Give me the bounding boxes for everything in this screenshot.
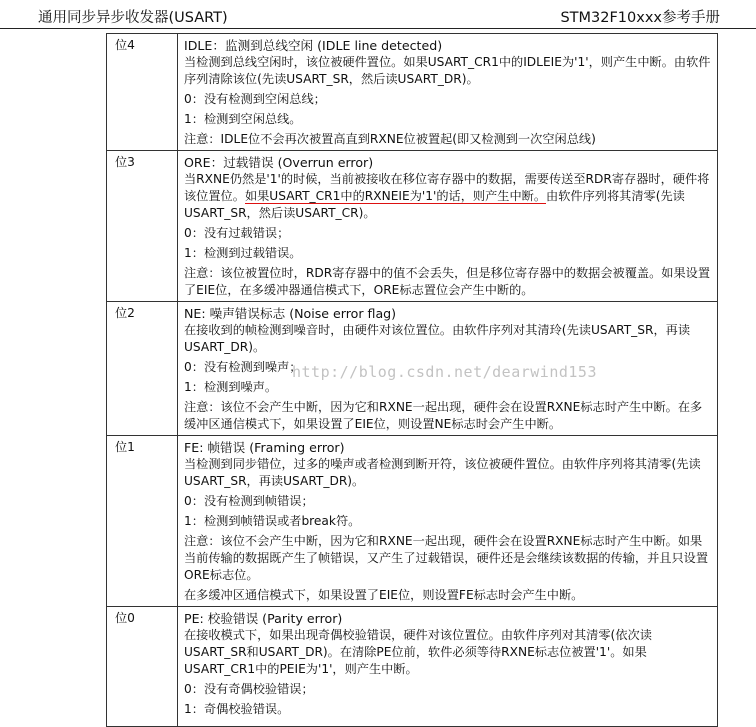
bit-desc [184, 171, 711, 222]
watermark: http://blog.csdn.net/dearwind153 [292, 363, 597, 381]
value-1: 1：检测到过载错误。 [184, 246, 302, 260]
value-0: 0：没有检测到空闲总线； [184, 92, 326, 106]
value-0: 0：没有过载错误； [184, 226, 290, 240]
bit-note: 注意：该位不会产生中断，因为它和RXNE一起出现，硬件会在设置RXNE标志时产生中断。如果当前传输的数据既产生了帧错误，又产生了过载错误，硬件还是会继续该数据的传输，并且只设置ORE标志位。 [184, 534, 709, 582]
value-0: 0：没有奇偶校验错误； [184, 682, 314, 696]
bit-note: 注意：该位被置位时，RDR寄存器中的值不会丢失，但是移位寄存器中的数据会被覆盖。如果设置了EIE位，在多缓冲器通信模式下，ORE标志置位会产生中断的。 [184, 266, 711, 297]
header-rule [0, 28, 756, 29]
value-0: 0：没有检测到噪声； [184, 360, 302, 374]
bit-label: 位3 [107, 151, 178, 302]
highlighted-annotation: 如果USART_CR1中的RXNEIE为'1'的话，则产生中断。 [244, 189, 547, 203]
bit-description [178, 436, 718, 607]
bit-label: 位4 [107, 34, 178, 151]
bit-desc: 在接收模式下，如果出现奇偶校验错误，硬件对该位置位。由软件序列对其清零(依次读USART_SR和USART_DR)。在清除PE位前，软件必须等待RXNE标志位被置'1'。如果USART_CR1中的PEIE为'1'，则产生中断。 [184, 628, 652, 676]
table-row [107, 151, 718, 302]
bit-desc: 当检测到总线空闲时，该位被硬件置位。如果USART_CR1中的IDLEIE为'1'，则产生中断。由软件序列清除该位(先读USART_SR，然后读USART_DR)。 [184, 55, 711, 86]
table-row [107, 436, 718, 607]
bit-label: 位0 [107, 607, 178, 727]
bit-title: FE: 帧错误 (Framing error) [184, 440, 345, 455]
bit-note: 注意：该位不会产生中断，因为它和RXNE一起出现，硬件会在设置RXNE标志时产生中断。在多缓冲区通信模式下，如果设置了EIE位，则设置NE标志时会产生中断。 [184, 400, 703, 431]
table-row [107, 607, 718, 727]
bit-description [178, 151, 718, 302]
bit-title: IDLE：监测到总线空闲 (IDLE line detected) [184, 38, 443, 53]
value-1: 1：检测到噪声。 [184, 380, 278, 394]
bit-note-2: 在多缓冲区通信模式下，如果设置了EIE位，则设置FE标志时会产生中断。 [184, 588, 584, 602]
chapter-title: 通用同步异步收发器(USART) [38, 10, 228, 26]
value-1: 1：检测到空闲总线。 [184, 112, 302, 126]
bit-description [178, 34, 718, 151]
value-1: 1：检测到帧错误或者break符。 [184, 514, 361, 528]
bit-title: ORE：过载错误 (Overrun error) [184, 155, 374, 170]
manual-title: STM32F10xxx参考手册 [560, 10, 720, 26]
bit-description [178, 607, 718, 727]
bit-label: 位2 [107, 302, 178, 436]
page-header [0, 0, 756, 28]
bit-desc: 当检测到同步错位，过多的噪声或者检测到断开符，该位被硬件置位。由软件序列将其清零(先读USART_SR，再读USART_DR)。 [184, 457, 701, 488]
bit-title: NE: 噪声错误标志 (Noise error flag) [184, 306, 397, 321]
bit-note: 注意：IDLE位不会再次被置高直到RXNE位被置起(即又检测到一次空闲总线) [184, 132, 596, 146]
bit-desc-part: 当RXNE仍然是'1'的时候，当前被接收在移位寄存器中的数据，需要传送至RDR寄存器时，硬件将该位置位。 [184, 172, 710, 203]
value-0: 0：没有检测到帧错误； [184, 494, 314, 508]
table-row [107, 34, 718, 151]
bit-label: 位1 [107, 436, 178, 607]
bit-desc-part: 由软件序列将其清零(先读USART_SR，然后读USART_CR)。 [184, 189, 685, 220]
value-1: 1：奇偶校验错误。 [184, 702, 290, 716]
bit-desc: 在接收到的帧检测到噪音时，由硬件对该位置位。由软件序列对其清玲(先读USART_SR，再读USART_DR)。 [184, 323, 691, 354]
bit-title: PE: 校验错误 (Parity error) [184, 611, 343, 626]
